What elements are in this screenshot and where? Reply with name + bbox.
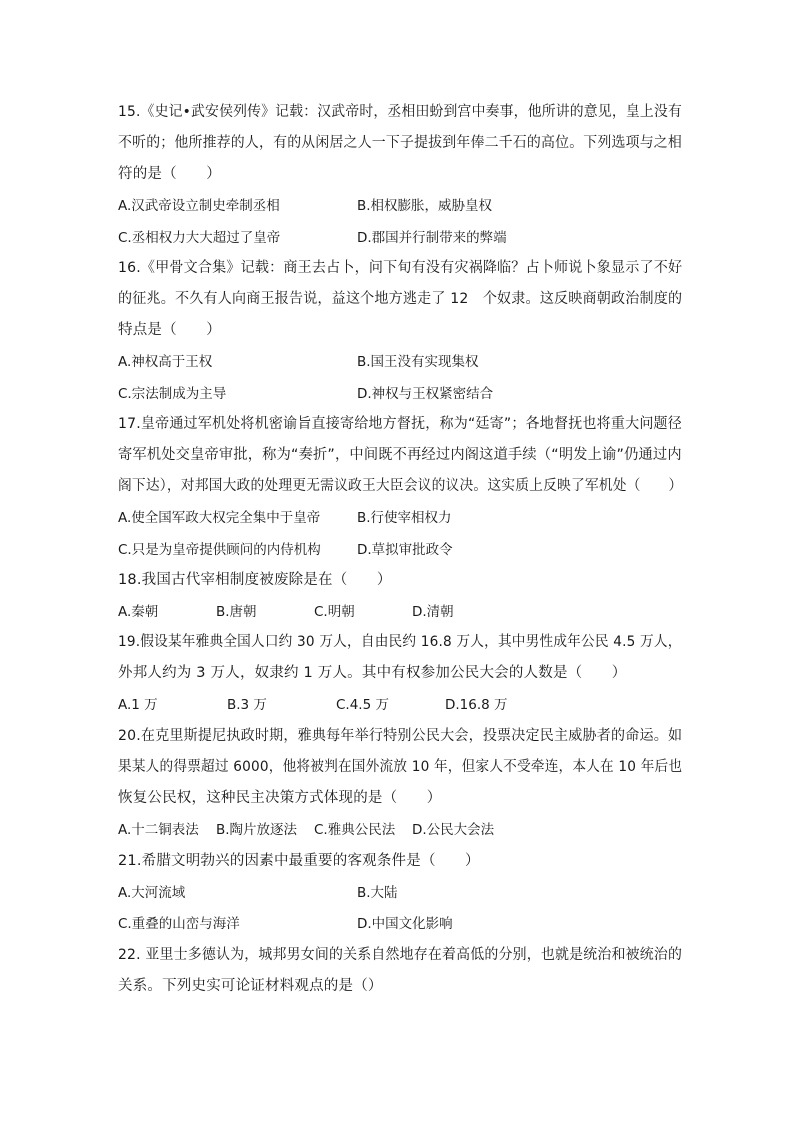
q17-option-c: C.只是为皇帝提供顾问的内侍机构 — [118, 542, 321, 558]
q15-option-d: D.郡国并行制带来的弊端 — [357, 230, 507, 246]
q16-option-c: C.宗法制成为主导 — [118, 386, 227, 402]
q21-option-c: C.重叠的山峦与海洋 — [118, 916, 240, 932]
q15-option-a: A.汉武帝设立制史牵制丞相 — [118, 198, 280, 214]
q17-option-b: B.行使宰相权力 — [357, 510, 452, 526]
q15-line-3: 符的是（ ） — [118, 166, 221, 182]
q18-line-1: 18.我国古代宰相制度被废除是在（ ） — [118, 572, 392, 588]
q17-option-a: A.使全国军政大权完全集中于皇帝 — [118, 510, 321, 526]
q16-option-b: B.国王没有实现集权 — [357, 354, 479, 370]
q19-option-b: B.3 万 — [227, 697, 267, 713]
q15-line-2: 不听的；他所推荐的人，有的从闲居之人一下子提拔到年俸二千石的高位。下列选项与之相 — [118, 135, 682, 151]
q16-line-2: 的征兆。不久有人向商王报告说，益这个地方逃走了 12 个奴隶。这反映商朝政治制度的 — [118, 291, 683, 307]
q22-line-1: 22. 亚里士多德认为，城邦男女间的关系自然地存在着高低的分别，也就是统治和被统治的 — [118, 947, 683, 963]
q17-option-d: D.草拟审批政令 — [357, 542, 453, 558]
q20-option-c: C.雅典公民法 — [314, 822, 396, 838]
q15-line-1: 15.《史记•武安侯列传》记载：汉武帝时，丞相田蚡到宫中奏事，他所讲的意见，皇上没有 — [118, 104, 683, 120]
q21-option-a: A.大河流域 — [118, 885, 186, 901]
q15-option-b: B.相权膨胀，威胁皇权 — [357, 198, 493, 214]
q20-option-b: B.陶片放逐法 — [216, 822, 298, 838]
q16-line-1: 16.《甲骨文合集》记载：商王去占卜，问下旬有没有灾祸降临？占卜师说卜象显示了不好 — [118, 260, 683, 276]
q18-option-d: D.清朝 — [412, 604, 454, 620]
q20-line-3: 恢复公民权，这种民主决策方式体现的是（ ） — [118, 790, 442, 806]
q19-option-c: C.4.5 万 — [336, 697, 389, 713]
q16-option-d: D.神权与王权紧密结合 — [357, 386, 494, 402]
q21-line-1: 21.希腊文明勃兴的因素中最重要的客观条件是（ ） — [118, 853, 480, 869]
q21-option-d: D.中国文化影响 — [357, 916, 453, 932]
q19-option-a: A.1 万 — [118, 697, 158, 713]
q21-option-b: B.大陆 — [357, 885, 398, 901]
q16-option-a: A.神权高于王权 — [118, 354, 213, 370]
q19-line-1: 19.假设某年雅典全国人口约 30 万人，自由民约 16.8 万人，其中男性成年公民 4.5 万人， — [118, 634, 682, 650]
q20-option-d: D.公民大会法 — [412, 822, 495, 838]
q18-option-b: B.唐朝 — [216, 604, 257, 620]
q15-option-c: C.丞相权力大大超过了皇帝 — [118, 230, 281, 246]
q20-option-a: A.十二铜表法 — [118, 822, 199, 838]
q22-line-2: 关系。下列史实可论证材料观点的是（） — [118, 978, 383, 994]
q19-option-d: D.16.8 万 — [445, 697, 508, 713]
q17-line-1: 17.皇帝通过军机处将机密谕旨直接寄给地方督抚，称为“廷寄”；各地督抚也将重大问题径 — [118, 416, 682, 432]
q17-line-2: 寄军机处交皇帝审批，称为“奏折”，中间既不再经过内阁这道手续（“明发上谕”仍通过内 — [118, 447, 682, 463]
q19-line-2: 外邦人约为 3 万人，奴隶约 1 万人。其中有权参加公民大会的人数是（ ） — [118, 665, 627, 681]
q20-line-1: 20.在克里斯提尼执政时期，雅典每年举行特别公民大会，投票决定民主威胁者的命运。如 — [118, 728, 683, 744]
q17-line-3: 阁下达），对邦国大政的处理更无需议政王大臣会议的议决。这实质上反映了军机处（ ） — [118, 478, 683, 494]
q16-line-3: 特点是（ ） — [118, 322, 221, 338]
q20-line-2: 果某人的得票超过 6000，他将被判在国外流放 10 年，但家人不受牵连，本人在 10 年后也 — [118, 759, 683, 775]
q18-option-a: A.秦朝 — [118, 604, 159, 620]
q18-option-c: C.明朝 — [314, 604, 355, 620]
